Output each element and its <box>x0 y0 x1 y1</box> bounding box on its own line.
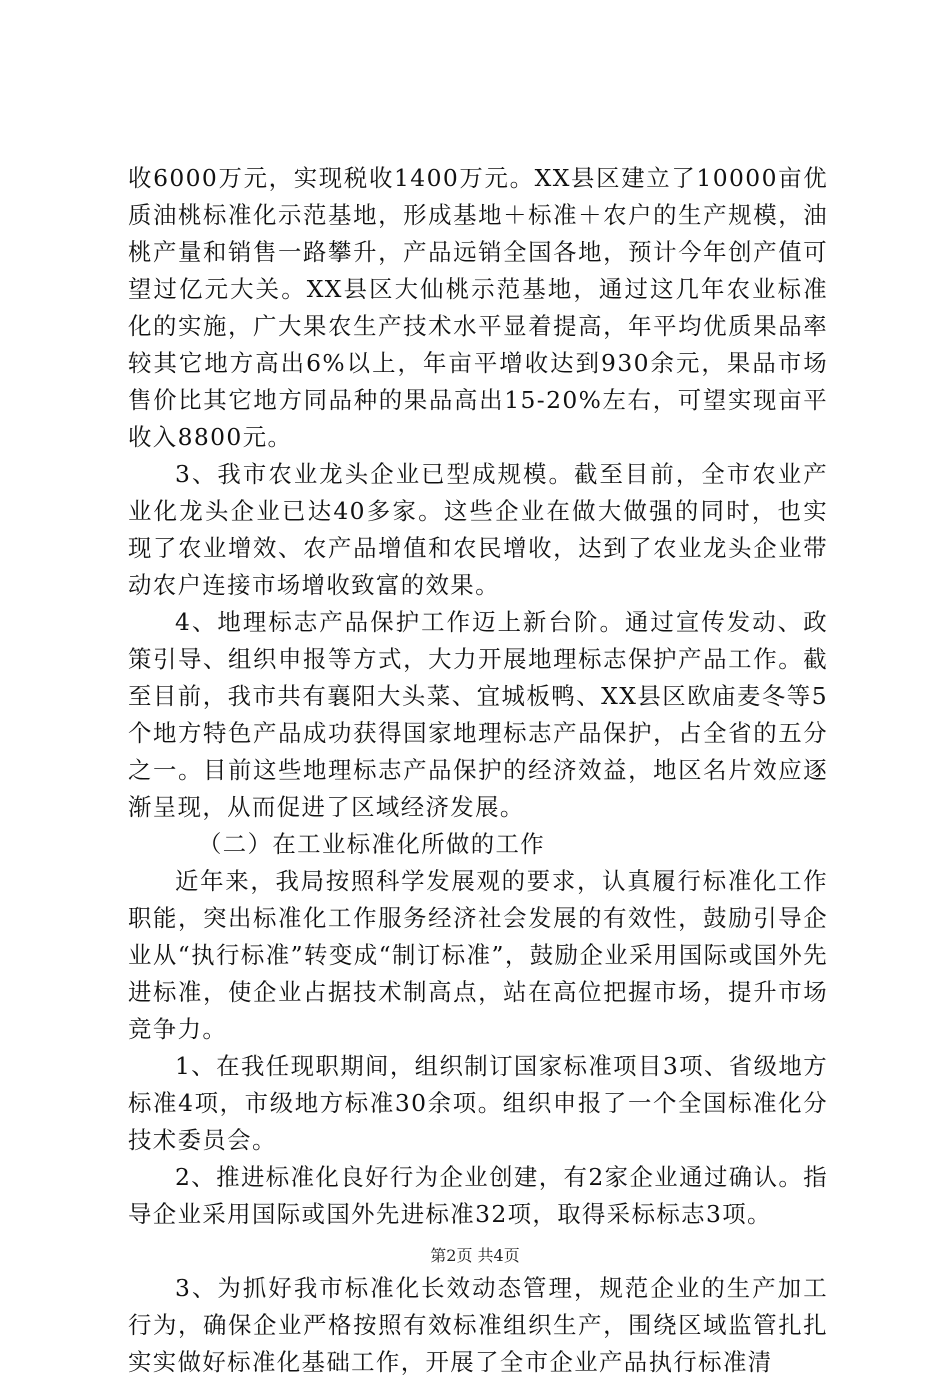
paragraph-item-4: 4、地理标志产品保护工作迈上新台阶。通过宣传发动、政策引导、组织申报等方式，大力开展地理标志保护产品工作。截至目前，我市共有襄阳大头菜、宜城板鸭、XX县区欧庙麦冬等5个地方特色产品成功获得国家地理标志产品保护，占全省的五分之一。目前这些地理标志产品保护的经济效益，地区名片效应逐渐呈现，从而促进了区域经济发展。 <box>128 608 828 821</box>
paragraph-item-2: 2、推进标准化良好行为企业创建，有2家企业通过确认。指导企业采用国际或国外先进标准32项，取得采标标志3项。 <box>128 1163 828 1228</box>
paragraph-item-3b: 3、为抓好我市标准化长效动态管理，规范企业的生产加工行为，确保企业严格按照有效标准组织生产，围绕区域监管扎扎实实做好标准化基础工作，开展了全市企业产品执行标准清 <box>128 1274 828 1376</box>
paragraph-continuation: 收6000万元，实现税收1400万元。XX县区建立了10000亩优质油桃标准化示范基地，形成基地＋标准＋农户的生产规模，油桃产量和销售一路攀升，产品远销全国各地，预计今年创产值可望过亿元大关。XX县区大仙桃示范基地，通过这几年农业标准化的实施，广大果农生产技术水平显着提高，年平均优质果品率较其它地方高出6%以上，年亩平增收达到930余元，果品市场售价比其它地方同品种的果品高出15-20%左右，可望实现亩平收入8800元。 <box>128 164 828 451</box>
paragraph-item-3: 3、我市农业龙头企业已型成规模。截至目前，全市农业产业化龙头企业已达40多家。这些企业在做大做强的同时，也实现了农业增效、农产品增值和农民增收，达到了农业龙头企业带动农户连接市场增收致富的效果。 <box>128 460 828 599</box>
document-body <box>128 160 828 1381</box>
paragraph-intro: 近年来，我局按照科学发展观的要求，认真履行标准化工作职能，突出标准化工作服务经济社会发展的有效性，鼓励引导企业从“执行标准”转变成“制订标准”，鼓励企业采用国际或国外先进标准，使企业占据技术制高点，站在高位把握市场，提升市场竞争力。 <box>128 867 828 1043</box>
section-heading: （二）在工业标准化所做的工作 <box>198 830 546 858</box>
page-footer: 第2页 共4页 <box>430 1246 520 1265</box>
paragraph-item-1: 1、在我任现职期间，组织制订国家标准项目3项、省级地方标准4项，市级地方标准30余项。组织申报了一个全国标准化分技术委员会。 <box>128 1052 828 1154</box>
